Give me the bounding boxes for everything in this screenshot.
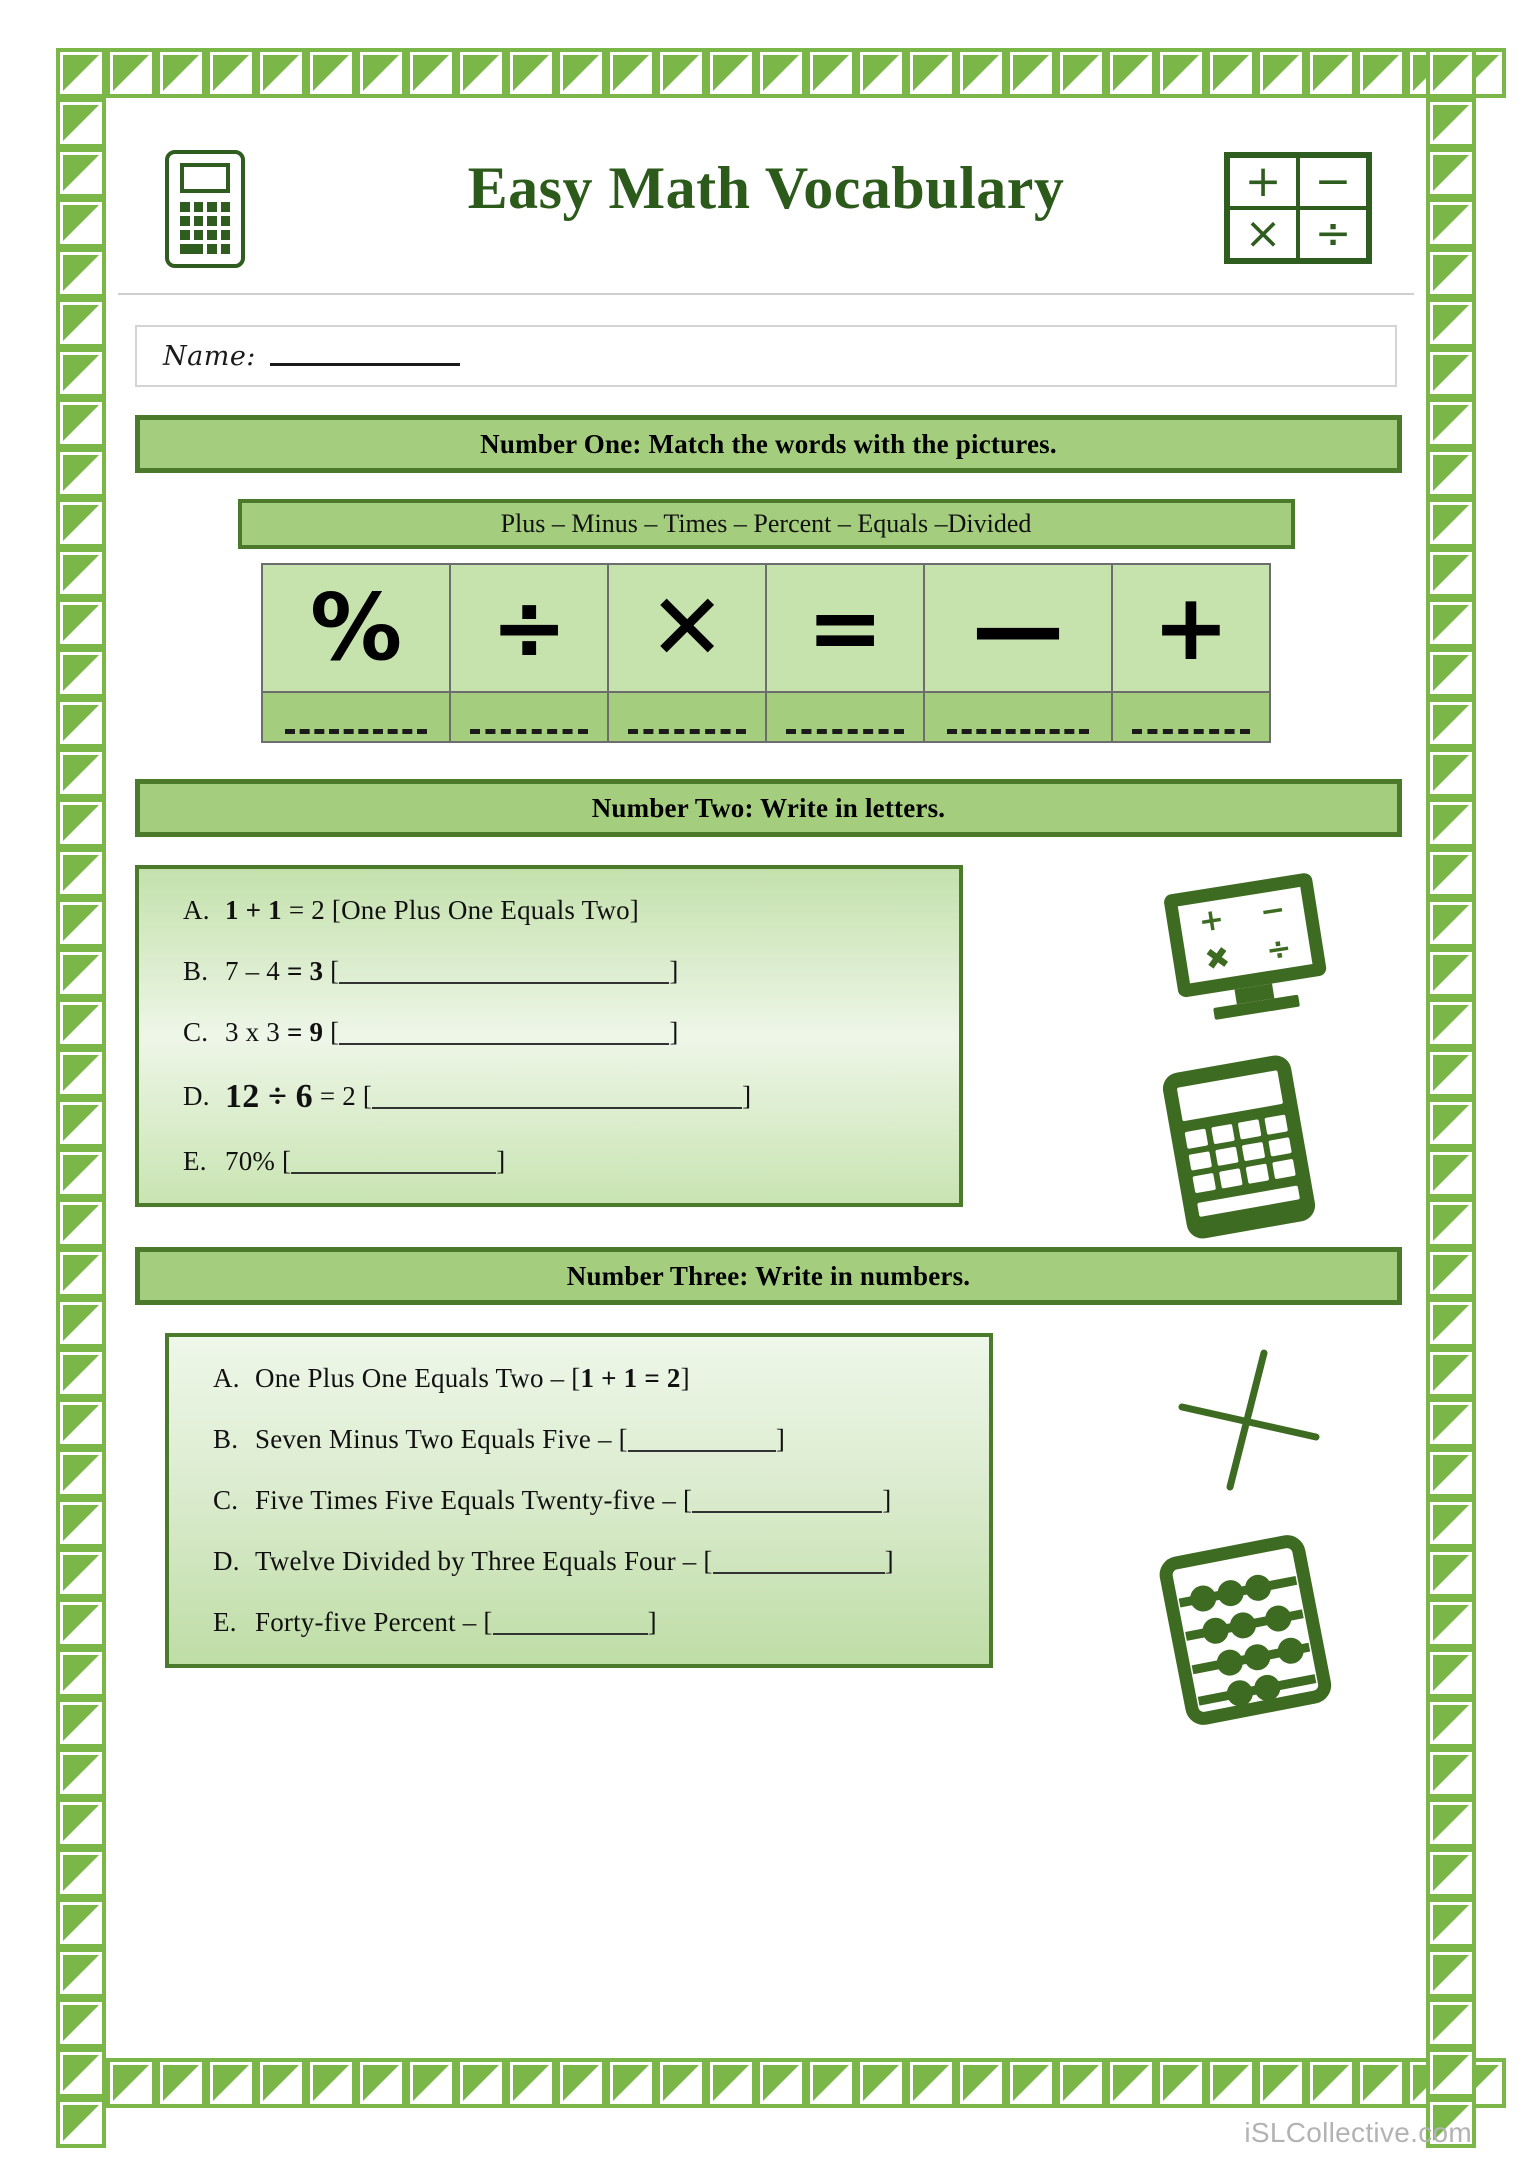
item-expression-post xyxy=(275,1146,282,1176)
border-tile xyxy=(1426,448,1476,498)
border-tile xyxy=(56,948,106,998)
item-words: Twelve Divided by Three Equals Four – xyxy=(255,1546,704,1576)
border-tile xyxy=(56,1398,106,1448)
question-item: E. Forty-five Percent – [ ] xyxy=(213,1607,657,1637)
border-tile xyxy=(156,48,206,98)
minus-icon: − xyxy=(1298,156,1368,208)
border-tile xyxy=(56,1548,106,1598)
border-tile xyxy=(1426,1898,1476,1948)
border-tile xyxy=(856,48,906,98)
item-label: C. xyxy=(213,1485,239,1515)
border-tile xyxy=(256,2058,306,2108)
symbol-match-table xyxy=(261,563,1271,743)
border-tile xyxy=(306,48,356,98)
calculator-keypad xyxy=(1185,1115,1296,1194)
border-tile xyxy=(706,2058,756,2108)
border-tile xyxy=(56,1448,106,1498)
question-item: B. Seven Minus Two Equals Five – [ ] xyxy=(213,1424,786,1454)
worksheet-header xyxy=(110,132,1422,287)
border-tile xyxy=(1426,798,1476,848)
border-tile xyxy=(56,1148,106,1198)
item-words: Five Times Five Equals Twenty-five – xyxy=(255,1485,684,1515)
border-tile xyxy=(1426,1098,1476,1148)
border-tile xyxy=(306,2058,356,2108)
math-operations-grid-icon xyxy=(1224,152,1372,264)
section-three-heading: Number Three: Write in numbers. xyxy=(135,1247,1402,1305)
border-tile xyxy=(1426,1298,1476,1348)
border-tile xyxy=(1426,398,1476,448)
border-tile xyxy=(56,298,106,348)
item-answer-blank[interactable] xyxy=(339,1023,669,1045)
symbol-cell-divide: ÷ xyxy=(450,564,608,692)
border-tile xyxy=(906,2058,956,2108)
border-tile xyxy=(56,398,106,448)
name-field[interactable] xyxy=(135,325,1397,387)
item-answer-blank[interactable] xyxy=(493,1613,648,1635)
border-tile xyxy=(606,48,656,98)
symbol-cell-equals: = xyxy=(766,564,924,692)
border-tile xyxy=(1426,1048,1476,1098)
border-tile xyxy=(1426,648,1476,698)
border-tile xyxy=(1106,2058,1156,2108)
item-label: B. xyxy=(183,956,209,986)
border-tile xyxy=(56,1048,106,1098)
question-item: C. Five Times Five Equals Twenty-five – [ ] xyxy=(213,1485,892,1515)
symbol-cell-percent: % xyxy=(262,564,450,692)
border-tile xyxy=(606,2058,656,2108)
border-tile xyxy=(1426,1848,1476,1898)
border-tile xyxy=(1426,1798,1476,1848)
border-tile xyxy=(1426,348,1476,398)
border-tile xyxy=(1426,598,1476,648)
border-tile xyxy=(56,548,106,598)
border-right xyxy=(1426,48,1476,2148)
border-tile xyxy=(1356,2058,1406,2108)
border-tile xyxy=(1056,48,1106,98)
border-tile xyxy=(356,2058,406,2108)
border-tile xyxy=(406,2058,456,2108)
border-tile xyxy=(56,848,106,898)
item-answer-blank[interactable] xyxy=(692,1491,882,1513)
border-tile xyxy=(756,48,806,98)
border-tile xyxy=(56,1848,106,1898)
border-tile xyxy=(1426,998,1476,1048)
item-expression-pre: 3 x 3 xyxy=(225,1017,280,1047)
word-bank: Plus – Minus – Times – Percent – Equals –Divided xyxy=(238,499,1295,549)
item-words: One Plus One Equals Two – xyxy=(255,1363,572,1393)
border-tile xyxy=(1426,2048,1476,2098)
item-label: A. xyxy=(213,1363,240,1393)
border-tile xyxy=(456,48,506,98)
border-tile xyxy=(1306,2058,1356,2108)
question-item: A. One Plus One Equals Two – [1 + 1 = 2] xyxy=(213,1363,690,1393)
symbol-cell-plus: + xyxy=(1112,564,1270,692)
symbol-answer-row xyxy=(262,692,1270,742)
computer-monitor-math-icon xyxy=(1163,872,1331,1022)
border-tile xyxy=(756,2058,806,2108)
border-tile xyxy=(56,1298,106,1348)
border-tile xyxy=(56,1948,106,1998)
border-tile xyxy=(556,48,606,98)
border-tile xyxy=(356,48,406,98)
item-label: D. xyxy=(213,1546,240,1576)
border-tile xyxy=(1156,48,1206,98)
border-tile xyxy=(806,2058,856,2108)
item-words: Seven Minus Two Equals Five – xyxy=(255,1424,619,1454)
border-tile xyxy=(1426,1348,1476,1398)
border-tile xyxy=(56,1798,106,1848)
border-tile xyxy=(1426,1148,1476,1198)
item-expression-pre: 7 – 4 xyxy=(225,956,280,986)
item-expression-post: = 3 xyxy=(280,956,331,986)
border-tile xyxy=(56,798,106,848)
item-expression-pre: 1 + 1 xyxy=(225,895,282,925)
border-tile xyxy=(1426,1198,1476,1248)
border-tile xyxy=(56,698,106,748)
border-tile xyxy=(56,148,106,198)
symbol-cell-minus: — xyxy=(924,564,1112,692)
name-label: Name: xyxy=(163,340,256,372)
border-tile xyxy=(56,598,106,648)
item-answer-blank[interactable] xyxy=(628,1430,776,1452)
border-tile xyxy=(56,1098,106,1148)
border-tile xyxy=(1056,2058,1106,2108)
border-tile xyxy=(56,898,106,948)
symbol-answer-cell[interactable] xyxy=(262,692,450,742)
item-words: Forty-five Percent – xyxy=(255,1607,484,1637)
item-answer-blank[interactable] xyxy=(372,1087,742,1109)
symbol-row xyxy=(262,564,1270,692)
plus-icon: + xyxy=(1228,156,1298,208)
minus-icon: − xyxy=(1257,891,1288,930)
border-tile xyxy=(56,1348,106,1398)
border-tile xyxy=(406,48,456,98)
border-tile xyxy=(1426,248,1476,298)
border-tile xyxy=(1426,1948,1476,1998)
border-tile xyxy=(1426,1248,1476,1298)
border-tile xyxy=(1426,98,1476,148)
page-title: Easy Math Vocabulary xyxy=(467,155,1065,221)
item-expression-post: = 2 xyxy=(281,895,332,925)
border-tile xyxy=(106,48,156,98)
border-tile xyxy=(56,1598,106,1648)
section-two-heading: Number Two: Write in letters. xyxy=(135,779,1402,837)
border-tile xyxy=(1206,2058,1256,2108)
item-answer-blank[interactable] xyxy=(339,962,669,984)
item-expression-pre: 70% xyxy=(225,1146,276,1176)
border-tile xyxy=(706,48,756,98)
border-tile xyxy=(1426,498,1476,548)
symbol-answer-cell[interactable] xyxy=(924,692,1112,742)
border-bottom xyxy=(56,2058,1506,2108)
border-tile xyxy=(56,1498,106,1548)
border-tile xyxy=(1426,1998,1476,2048)
question-item: E. 70% [ ] xyxy=(183,1146,506,1176)
border-tile xyxy=(1156,2058,1206,2108)
border-tile xyxy=(1426,898,1476,948)
border-tile xyxy=(1306,48,1356,98)
symbol-answer-cell[interactable] xyxy=(766,692,924,742)
border-tile xyxy=(1256,2058,1306,2108)
item-expression-post: = 9 xyxy=(280,1017,331,1047)
item-answer: 1 + 1 = 2 xyxy=(580,1363,681,1393)
border-tile xyxy=(656,48,706,98)
header-divider xyxy=(118,293,1414,295)
divide-icon: ÷ xyxy=(1263,929,1294,969)
border-tile xyxy=(256,48,306,98)
border-top xyxy=(56,48,1506,98)
border-tile xyxy=(556,2058,606,2108)
section-two-body xyxy=(110,865,1422,1207)
item-answer-blank[interactable] xyxy=(291,1152,496,1174)
border-tile xyxy=(56,748,106,798)
border-tile xyxy=(1426,1648,1476,1698)
border-tile xyxy=(1426,1498,1476,1548)
border-tile xyxy=(1356,48,1406,98)
border-tile xyxy=(506,48,556,98)
border-tile xyxy=(1426,1398,1476,1448)
border-tile xyxy=(656,2058,706,2108)
item-expression-post: = 2 xyxy=(312,1081,363,1111)
border-tile xyxy=(456,2058,506,2108)
divide-icon: ÷ xyxy=(1298,208,1368,260)
border-tile xyxy=(56,48,106,98)
section-one-heading: Number One: Match the words with the pictures. xyxy=(135,415,1402,473)
border-tile xyxy=(1426,1748,1476,1798)
border-tile xyxy=(506,2058,556,2108)
border-tile xyxy=(56,448,106,498)
border-tile xyxy=(56,998,106,1048)
border-tile xyxy=(56,1248,106,1298)
border-tile xyxy=(1426,698,1476,748)
border-tile xyxy=(1006,48,1056,98)
question-item: A. 1 + 1 = 2 [One Plus One Equals Two] xyxy=(183,895,639,925)
border-tile xyxy=(1426,148,1476,198)
border-left xyxy=(56,48,106,2148)
border-tile xyxy=(806,48,856,98)
border-tile xyxy=(1426,1598,1476,1648)
border-tile xyxy=(56,1648,106,1698)
border-tile xyxy=(1426,748,1476,798)
border-tile xyxy=(56,198,106,248)
cross-multiply-icon xyxy=(1164,1345,1334,1495)
name-input[interactable] xyxy=(270,346,460,366)
question-item: D. 12 ÷ 6 = 2 [ ] xyxy=(183,1078,752,1115)
watermark: iSLCollective.com xyxy=(1244,2117,1472,2148)
border-tile xyxy=(1106,48,1156,98)
item-answer: One Plus One Equals Two xyxy=(341,895,630,925)
border-tile xyxy=(56,248,106,298)
border-tile xyxy=(1426,948,1476,998)
border-tile xyxy=(1426,548,1476,598)
border-tile xyxy=(56,1998,106,2048)
border-tile xyxy=(56,1198,106,1248)
border-tile xyxy=(1426,1448,1476,1498)
abacus-icon xyxy=(1153,1530,1339,1731)
border-tile xyxy=(56,98,106,148)
border-tile xyxy=(956,48,1006,98)
item-expression-pre: 12 ÷ 6 xyxy=(225,1078,313,1115)
border-tile xyxy=(1206,48,1256,98)
border-tile xyxy=(1006,2058,1056,2108)
border-tile xyxy=(206,48,256,98)
border-tile xyxy=(1426,198,1476,248)
calculator-icon xyxy=(1160,1053,1317,1241)
border-tile xyxy=(1426,48,1476,98)
item-answer-blank[interactable] xyxy=(713,1552,885,1574)
section-three-panel xyxy=(165,1333,993,1668)
border-tile xyxy=(56,1898,106,1948)
symbol-cell-times: ✕ xyxy=(608,564,766,692)
item-label: B. xyxy=(213,1424,239,1454)
border-tile xyxy=(1256,48,1306,98)
border-tile xyxy=(56,1748,106,1798)
question-item: B. 7 – 4 = 3 [ ] xyxy=(183,956,679,986)
item-label: E. xyxy=(183,1146,207,1176)
plus-icon: + xyxy=(1196,900,1227,940)
border-tile xyxy=(906,48,956,98)
border-tile xyxy=(206,2058,256,2108)
border-tile xyxy=(56,348,106,398)
symbol-answer-cell[interactable] xyxy=(450,692,608,742)
border-tile xyxy=(56,2048,106,2098)
border-tile xyxy=(1426,848,1476,898)
times-icon: × xyxy=(1228,208,1298,260)
item-label: E. xyxy=(213,1607,237,1637)
border-tile xyxy=(856,2058,906,2108)
border-tile xyxy=(56,2098,106,2148)
section-three-body xyxy=(110,1333,1422,1668)
times-icon: ✖ xyxy=(1202,939,1233,979)
item-label: A. xyxy=(183,895,210,925)
symbol-answer-cell[interactable] xyxy=(608,692,766,742)
item-label: D. xyxy=(183,1081,210,1111)
section-two-panel xyxy=(135,865,963,1207)
question-item: D. Twelve Divided by Three Equals Four – [ ] xyxy=(213,1546,894,1576)
symbol-answer-cell[interactable] xyxy=(1112,692,1270,742)
border-tile xyxy=(56,1698,106,1748)
border-tile xyxy=(156,2058,206,2108)
border-tile xyxy=(106,2058,156,2108)
calculator-display xyxy=(1177,1070,1283,1121)
border-tile xyxy=(56,648,106,698)
border-tile xyxy=(1426,298,1476,348)
question-item: C. 3 x 3 = 9 [ ] xyxy=(183,1017,679,1047)
border-tile xyxy=(56,498,106,548)
worksheet-body xyxy=(110,102,1422,2054)
border-tile xyxy=(1426,1548,1476,1598)
border-tile xyxy=(1426,1698,1476,1748)
border-tile xyxy=(956,2058,1006,2108)
item-label: C. xyxy=(183,1017,209,1047)
